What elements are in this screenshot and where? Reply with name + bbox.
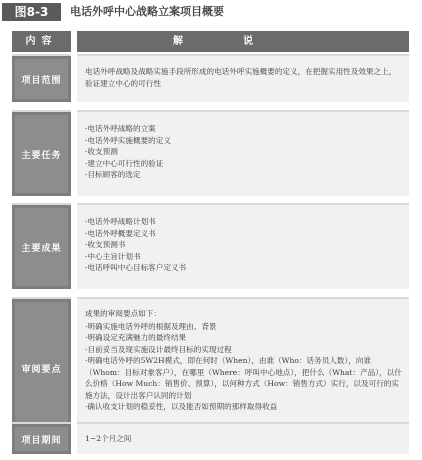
list-item: ·电话外呼战略的立案	[85, 124, 156, 133]
list-item: ·电话呼叫中心目标客户定义书	[85, 263, 187, 272]
list-item: ·建立中心可行性的验证	[85, 158, 164, 168]
table-row-review	[0, 297, 422, 438]
row-content-cell	[77, 54, 409, 102]
table-row-tasks	[0, 110, 422, 196]
row-label: 项目范围	[15, 59, 68, 99]
list-item: ·明确设定充满魅力的最终结果	[85, 333, 187, 342]
list-item: ·电话外呼实施概要的定义	[85, 135, 171, 145]
row-label-cell	[12, 297, 71, 438]
list-item: ·确认收支计划的稳妥性，以及能否如预期的那样取得收益	[85, 402, 278, 411]
list-item: ·电话外呼概要定义书	[85, 228, 156, 238]
row-label: 主要成果	[15, 208, 68, 286]
row-label: 审阅要点	[15, 302, 68, 435]
list-item: ·明确电话外呼的5W2H模式，即在何时（When），由谁（Who：话务员人数），向谁（Whom：目标对象客户），在哪里（Where：呼叫中心地点），把什么（What：产品），以什么价格（How Much：销售价、预算），以何种方式（How：销售方式）实行，以及可行的实施方法，设计出客户认同的计划	[85, 356, 402, 400]
list-item: ·电话外呼战略计划书	[85, 217, 156, 226]
row-label-cell	[12, 422, 71, 454]
list-item: ·收支预测书	[85, 240, 126, 249]
row-content-cell	[77, 203, 409, 289]
review-list	[85, 321, 403, 413]
table-row-results	[0, 203, 422, 289]
row-label-cell	[12, 54, 71, 102]
figure-title: 电话外呼中心战略立案项目概要	[70, 5, 224, 18]
figure-header	[0, 2, 422, 22]
table-row-period	[0, 422, 422, 454]
row-label-cell	[12, 110, 71, 196]
row-text: 电话外呼战略及战略实施手段所形成的电话外呼实施概要的定义，在把握实用性及效果之上，验证建立中心的可行性	[85, 67, 397, 88]
task-list	[85, 123, 403, 181]
list-item: ·明确实施电话外呼的根据及理由、背景	[85, 321, 217, 331]
row-label: 项目期间	[15, 427, 68, 451]
table-row-scope	[0, 54, 422, 102]
row-label: 主要任务	[15, 115, 68, 193]
review-intro: 成果的审阅要点如下：	[85, 309, 161, 318]
list-item: ·目标顾客的选定	[85, 170, 141, 179]
row-content-cell	[77, 422, 409, 454]
figure-number-badge: 图8-3	[2, 3, 61, 21]
header-explanation: 解说	[77, 31, 409, 52]
header-content: 内容	[12, 31, 71, 52]
row-content-cell	[77, 297, 409, 438]
result-list	[85, 216, 403, 274]
row-content-cell	[77, 110, 409, 196]
list-item: ·中心主旨计划书	[85, 251, 141, 261]
row-text: 1~2个月之间	[85, 434, 132, 443]
list-item: ·目前妥当及现实施设计最终目标的实现过程	[85, 344, 232, 354]
list-item: ·收支预测	[85, 147, 118, 156]
row-label-cell	[12, 203, 71, 289]
